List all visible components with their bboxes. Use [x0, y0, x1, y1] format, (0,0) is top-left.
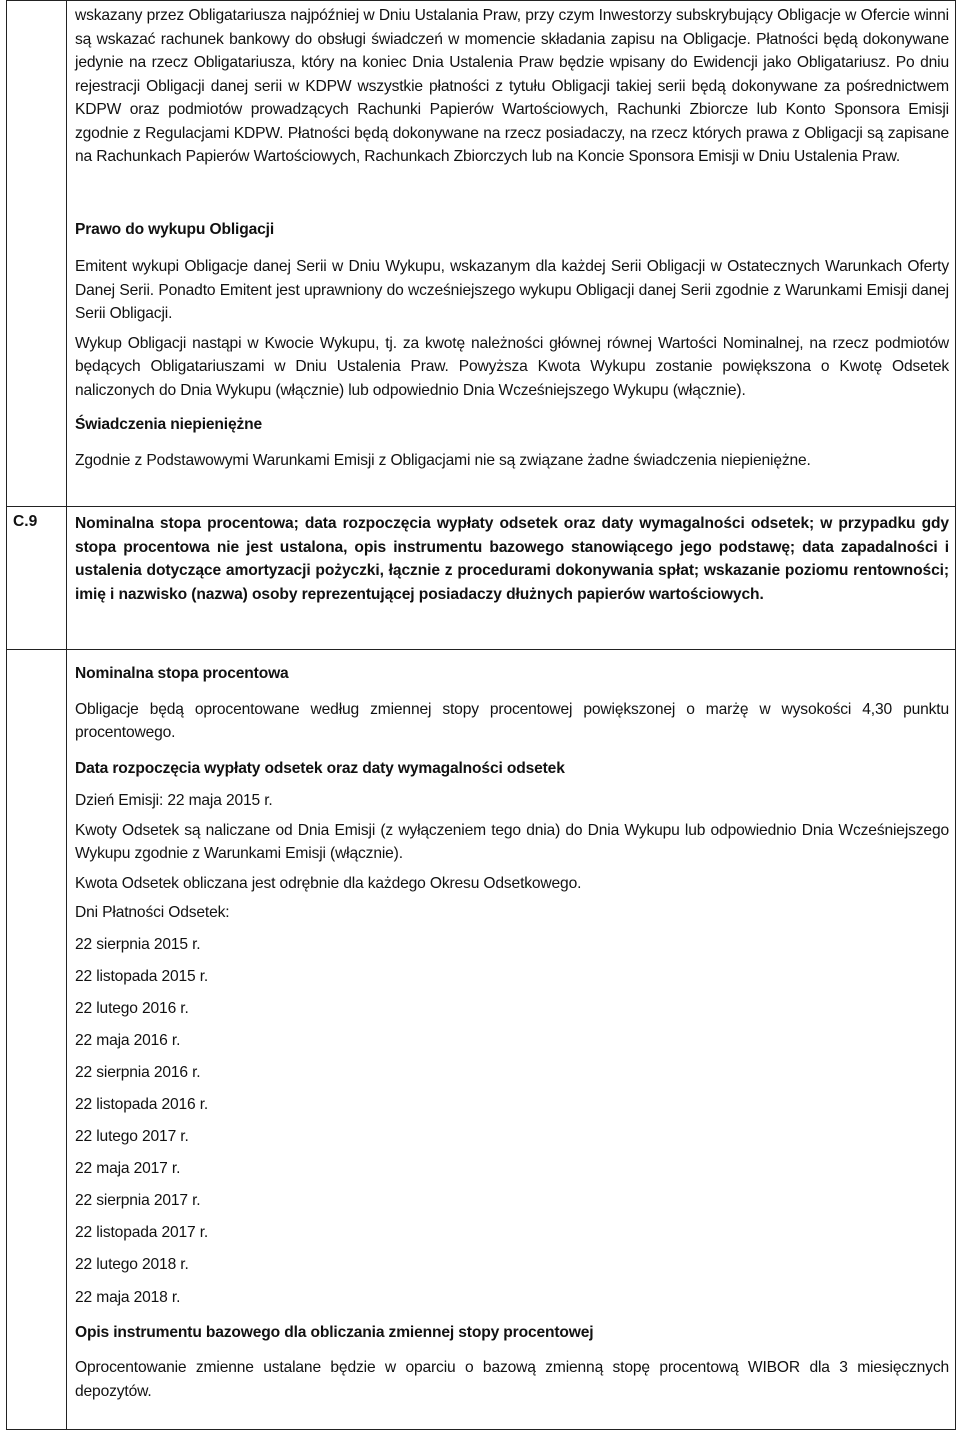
table-row-c9-heading: [7, 507, 956, 650]
nonmonetary-paragraph: Zgodnie z Podstawowymi Warunkami Emisji z Obligacjami nie są związane żadne świadczenia niepieniężne.: [75, 451, 811, 469]
row-id-cell: [7, 507, 67, 650]
list-item: 22 lutego 2017 r.: [75, 1128, 189, 1146]
calc-paragraph: Kwota Odsetek obliczana jest odrębnie dla każdego Okresu Odsetkowego.: [75, 874, 582, 892]
accrual-paragraph: Kwoty Odsetek są naliczane od Dnia Emisji (z wyłączeniem tego dnia) do Dnia Wykupu lub odpowiednio Dnia Wcześniejszego Wykupu zgodnie z Warunkami Emisji (włącznie).: [75, 821, 949, 862]
rate-paragraph: Obligacje będą oprocentowane według zmiennej stopy procentowej powiększonej o marżę w wysokości 4,30 punktu procentowego.: [75, 700, 949, 741]
list-item: 22 listopada 2015 r.: [75, 967, 209, 985]
table-row-continuation: [7, 1, 956, 507]
payment-days-label: Dni Płatności Odsetek:: [75, 904, 230, 921]
list-item: 22 sierpnia 2015 r.: [75, 935, 201, 953]
content-cell-top: [67, 1, 956, 507]
list-item: 22 maja 2017 r.: [75, 1160, 181, 1178]
table-row-c9-body: [7, 650, 956, 1430]
dates-heading: Data rozpoczęcia wypłaty odsetek oraz daty wymagalności odsetek: [75, 759, 565, 777]
list-item: 22 lutego 2016 r.: [75, 999, 189, 1017]
buyback-heading: Prawo do wykupu Obligacji: [75, 220, 274, 238]
c9-body-cell: [67, 650, 956, 1430]
buyback-paragraph-1: Emitent wykupi Obligacje danej Serii w Dniu Wykupu, wskazanym dla każdej Serii Obligacji w Ostatecznych Warunkach Oferty Danej Serii. Ponadto Emitent jest uprawniony do wcześniejszego wykupu Obligacji danej Serii zgodnie z Warunkami Emisji danej Serii Obligacji.: [75, 258, 949, 322]
prospectus-table: [6, 0, 956, 1430]
c9-title-cell: [67, 507, 956, 650]
list-item: 22 sierpnia 2017 r.: [75, 1192, 201, 1210]
c9-title: Nominalna stopa procentowa; data rozpoczęcia wypłaty odsetek oraz daty wymagalności odsetek; w przypadku gdy stopa procentowa nie jest ustalona, opis instrumentu bazowego stanowiącego jego podstawę; data zapadalności i ustalenia dotyczące amortyzacji pożyczki, łącznie z procedurami dokonywania spłat; wskazanie poziomu rentowności; imię i nazwisko (nazwa) osoby reprezentującej posiadaczy dłużnych papierów wartościowych.: [75, 515, 949, 603]
buyback-paragraph-2: Wykup Obligacji nastąpi w Kwocie Wykupu, tj. za kwotę należności głównej równej Wartości Nominalnej, na rzecz podmiotów będących Obligatariuszami w Dniu Ustalenia Praw. Powyższa Kwota Wykupu zostanie powiększona o Kwotę Odsetek naliczonych do Dnia Wykupu (włącznie) lub odpowiednio Dnia Wcześniejszego Wykupu (włącznie).: [75, 334, 949, 399]
row-id-cell-empty: [7, 650, 67, 1430]
base-instrument-heading: Opis instrumentu bazowego dla obliczania zmiennej stopy procentowej: [75, 1323, 594, 1341]
row-id-c9: C.9: [13, 513, 38, 530]
list-item: 22 lutego 2018 r.: [75, 1256, 189, 1274]
rate-heading: Nominalna stopa procentowa: [75, 665, 289, 682]
payment-days-list: [75, 933, 949, 1310]
settlement-paragraph: wskazany przez Obligatariusza najpóźniej w Dniu Ustalania Praw, przy czym Inwestorzy subskrybujący Obligacje w Ofercie winni są wskazać rachunek bankowy do obsługi świadczeń w momencie składania zapisu na Obligacje. Płatności będą dokonywane jedynie na rzecz Obligatariusza, który na koniec Dnia Ustalenia Praw będzie wpisany do Ewidencji jako Obligatariusz. Po dniu rejestracji Obligacji danej serii w KDPW wszystkie płatności z tytułu Obligacji takiej serii będą dokonywane za pośrednictwem KDPW oraz podmiotów prowadzących Rachunki Papierów Wartościowych, Rachunki Zbiorcze lub Konto Sponsora Emisji zgodnie z Regulacjami KDPW. Płatności będą dokonywane na rzecz posiadaczy, na rzecz których prawa z Obligacji są zapisane na Rachunkach Papierów Wartościowych, Rachunkach Zbiorczych lub na Koncie Sponsora Emisji w Dniu Ustalenia Praw.: [75, 7, 949, 165]
list-item: 22 sierpnia 2016 r.: [75, 1063, 201, 1081]
list-item: 22 listopada 2016 r.: [75, 1095, 209, 1113]
base-instrument-paragraph: Oprocentowanie zmienne ustalane będzie w oparciu o bazową zmienną stopę procentową WIBOR dla 3 miesięcznych depozytów.: [75, 1359, 949, 1400]
issue-day: Dzień Emisji: 22 maja 2015 r.: [75, 792, 273, 809]
list-item: 22 listopada 2017 r.: [75, 1224, 209, 1242]
list-item: 22 maja 2016 r.: [75, 1031, 181, 1049]
row-id-cell-empty: [7, 1, 67, 507]
nonmonetary-heading: Świadczenia niepieniężne: [75, 416, 263, 433]
list-item: 22 maja 2018 r.: [75, 1288, 181, 1306]
